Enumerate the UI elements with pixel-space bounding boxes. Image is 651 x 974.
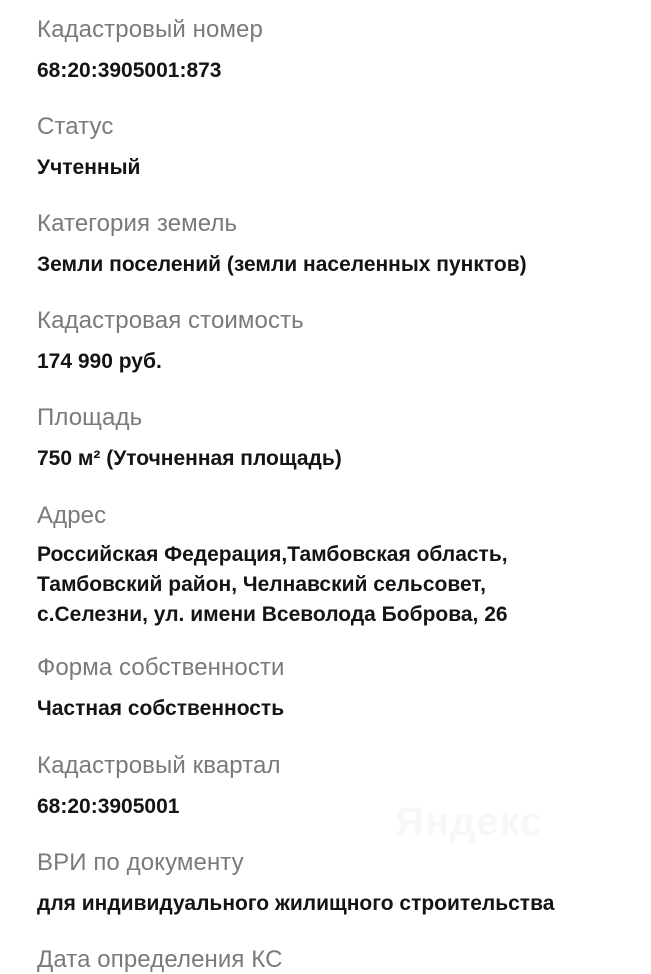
field-label: ВРИ по документу — [37, 849, 244, 876]
field-value-line[interactable]: Тамбовский район, Челнавский сельсовет, — [37, 573, 486, 596]
field-label: Дата определения КС — [37, 946, 283, 973]
field-label: Форма собственности — [37, 654, 285, 681]
field-value[interactable]: Учтенный — [37, 156, 141, 179]
field-label: Кадастровый квартал — [37, 752, 281, 779]
field-label: Площадь — [37, 404, 143, 431]
field-value[interactable]: 750 м² (Уточненная площадь) — [37, 447, 342, 470]
field-label: Статус — [37, 113, 114, 140]
field-value[interactable]: 68:20:3905001 — [37, 795, 180, 818]
watermark-logo — [395, 800, 543, 845]
field-value[interactable]: для индивидуального жилищного строительства — [37, 892, 555, 915]
field-value[interactable]: 174 990 руб. — [37, 350, 162, 373]
field-value-line[interactable]: с.Селезни, ул. имени Всеволода Боброва, 26 — [37, 603, 508, 626]
field-label: Категория земель — [37, 210, 238, 237]
field-label: Кадастровая стоимость — [37, 307, 304, 334]
field-value[interactable]: 68:20:3905001:873 — [37, 59, 222, 82]
field-value[interactable]: Земли поселений (земли населенных пунктов) — [37, 253, 527, 276]
field-label: Адрес — [37, 502, 107, 529]
field-value-line[interactable]: Российская Федерация,Тамбовская область, — [37, 543, 508, 566]
field-value[interactable]: Частная собственность — [37, 697, 285, 720]
field-label: Кадастровый номер — [37, 16, 263, 43]
